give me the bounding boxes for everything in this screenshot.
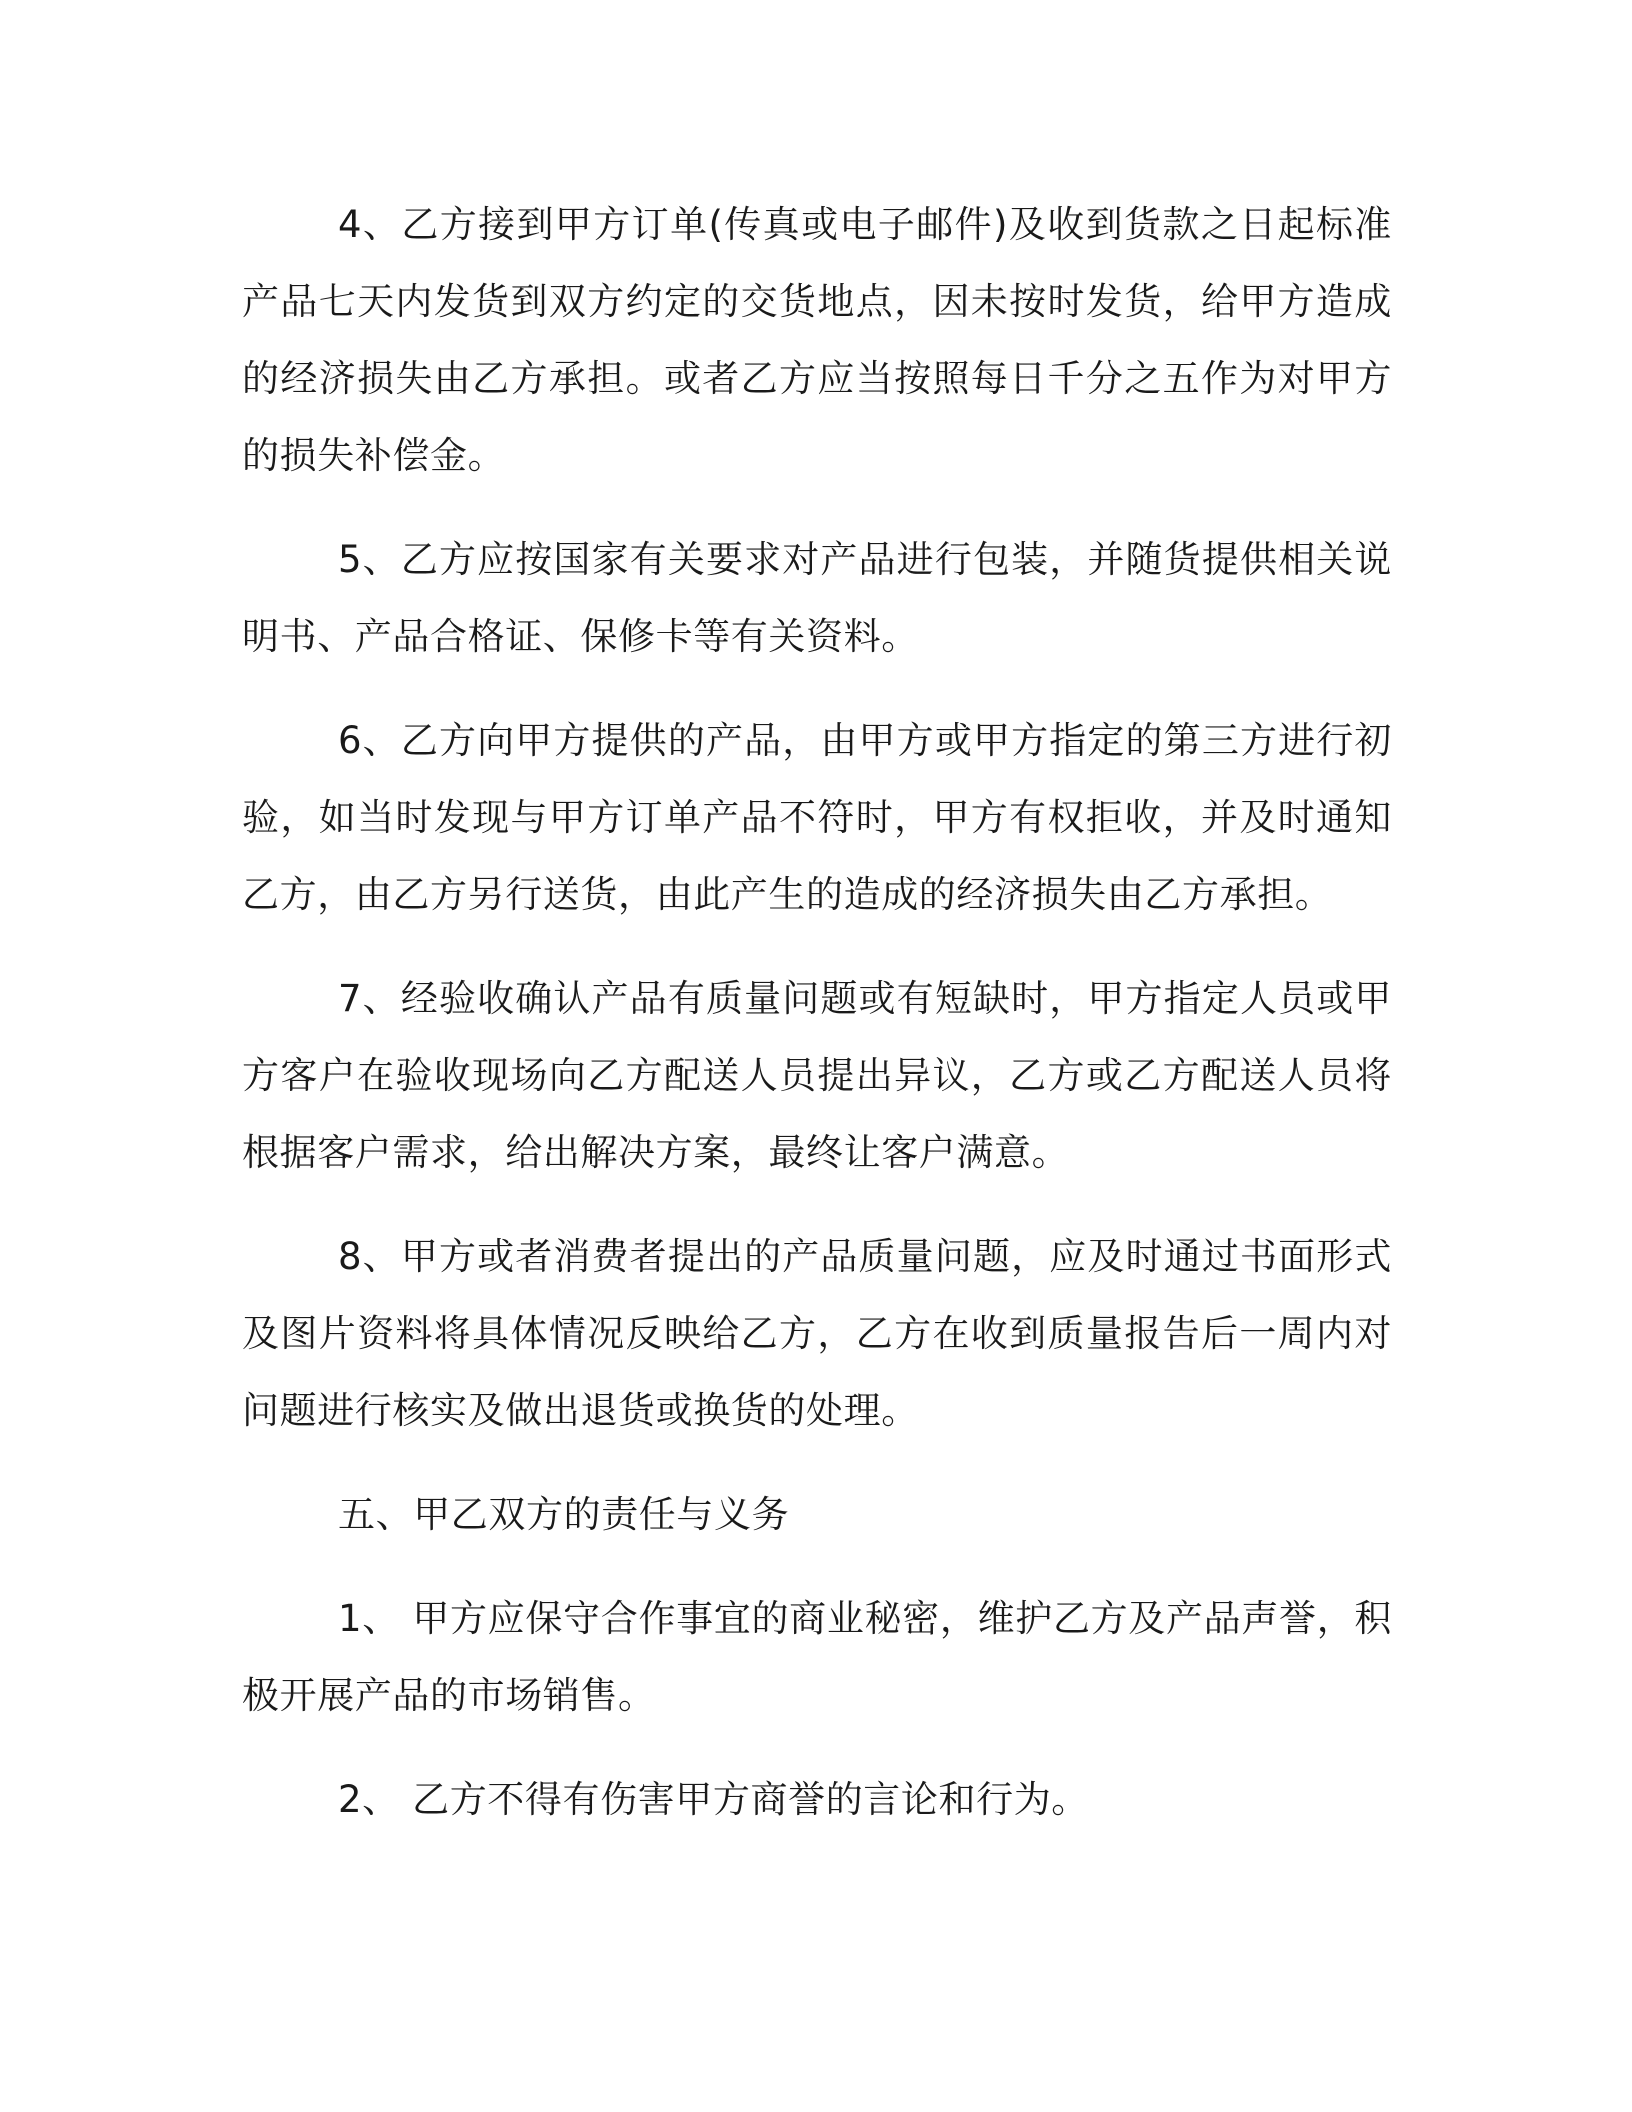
document-body [242,186,1392,1865]
section-heading-5: 五、甲乙双方的责任与义务 [338,1493,790,1536]
clause-4: 4、乙方接到甲方订单(传真或电子邮件)及收到货款之日起标准产品七天内发货到双方约定的交货地点，因未按时发货，给甲方造成的经济损失由乙方承担。或者乙方应当按照每日千分之五作为对甲方的损失补偿金。 [242,203,1392,477]
clause-5: 5、乙方应按国家有关要求对产品进行包装，并随货提供相关说明书、产品合格证、保修卡等有关资料。 [242,538,1392,658]
duty-2: 2、 乙方不得有伤害甲方商誉的言论和行为。 [338,1778,1089,1821]
clause-8: 8、甲方或者消费者提出的产品质量问题，应及时通过书面形式及图片资料将具体情况反映给乙方，乙方在收到质量报告后一周内对问题进行核实及做出退货或换货的处理。 [242,1235,1392,1432]
duty-1: 1、 甲方应保守合作事宜的商业秘密，维护乙方及产品声誉，积极开展产品的市场销售。 [242,1597,1392,1717]
clause-6: 6、乙方向甲方提供的产品，由甲方或甲方指定的第三方进行初验，如当时发现与甲方订单产品不符时，甲方有权拒收，并及时通知乙方，由乙方另行送货，由此产生的造成的经济损失由乙方承担。 [242,719,1392,916]
clause-7: 7、经验收确认产品有质量问题或有短缺时，甲方指定人员或甲方客户在验收现场向乙方配送人员提出异议，乙方或乙方配送人员将根据客户需求，给出解决方案，最终让客户满意。 [242,977,1392,1174]
